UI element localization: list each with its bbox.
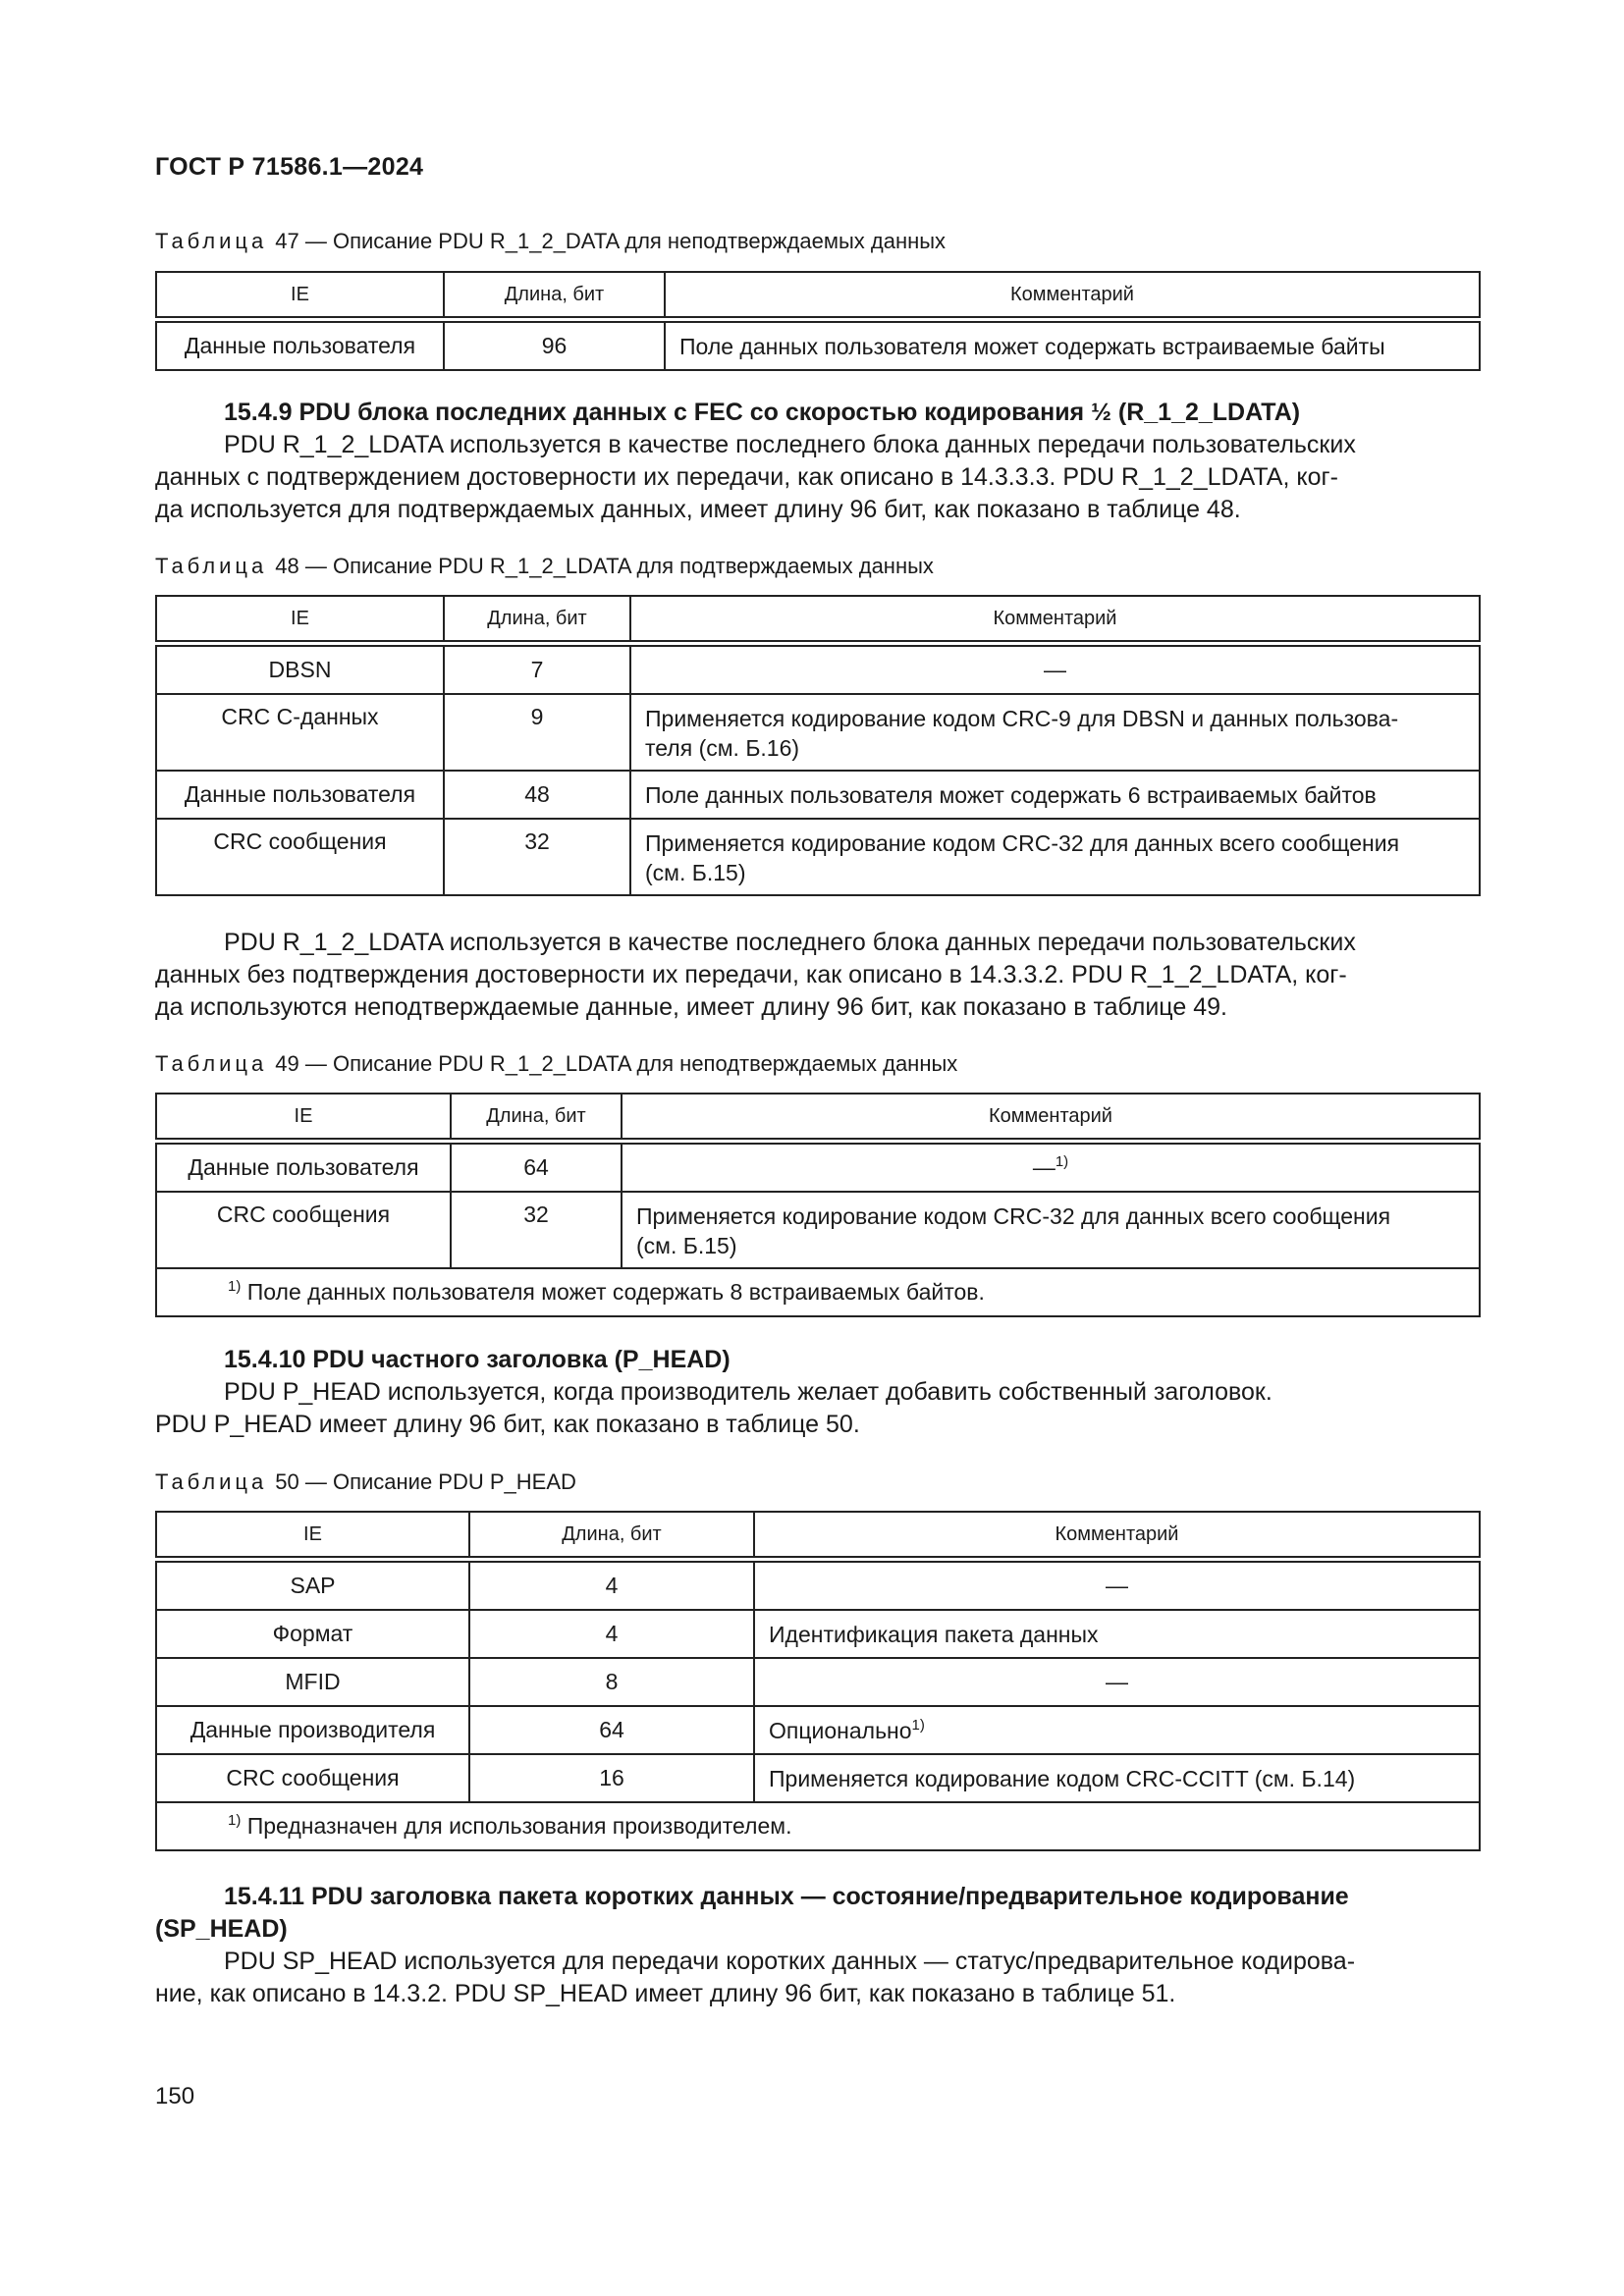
table-49-caption	[155, 1051, 957, 1077]
table-row	[156, 1142, 1480, 1193]
caption-text: 50 — Описание PDU P_HEAD	[275, 1469, 576, 1494]
cell-text: Опционально	[769, 1717, 912, 1743]
table-50	[155, 1511, 1481, 1851]
table-cell: Поле данных пользователя может содержать 6 встраиваемых байтов	[630, 771, 1480, 819]
table-cell: CRC сообщения	[156, 819, 444, 895]
table-50-caption	[155, 1469, 576, 1495]
table-cell: SAP	[156, 1560, 469, 1611]
table-cell: Применяется кодирование кодом CRC-9 для DBSN и данных пользова- теля (см. Б.16)	[630, 694, 1480, 771]
cell-text: —	[1032, 1154, 1056, 1180]
column-header: Комментарий	[622, 1094, 1480, 1142]
table-cell: —	[754, 1560, 1480, 1611]
table-row	[156, 771, 1480, 819]
table-49	[155, 1093, 1481, 1317]
paragraph-line: PDU R_1_2_LDATA используется в качестве последнего блока данных передачи пользовательских	[224, 431, 1356, 458]
column-header: IE	[156, 1094, 451, 1142]
footnote-mark: 1)	[228, 1278, 242, 1295]
paragraph	[155, 1946, 1481, 2010]
table-footnote	[156, 1802, 1480, 1850]
table-cell: 16	[469, 1754, 754, 1802]
paragraph-line: PDU R_1_2_LDATA используется в качестве последнего блока данных передачи пользовательских	[224, 929, 1356, 956]
column-header: Длина, бит	[444, 272, 665, 320]
table-47-caption	[155, 229, 946, 254]
footnote-ref: 1)	[911, 1716, 925, 1734]
footnote-mark: 1)	[228, 1812, 242, 1829]
table-row	[156, 644, 1480, 695]
table-row	[156, 1658, 1480, 1706]
table-cell: Применяется кодирование кодом CRC-CCITT (см. Б.14)	[754, 1754, 1480, 1802]
table-cell: Применяется кодирование кодом CRC-32 для данных всего сообщения (см. Б.15)	[622, 1192, 1480, 1268]
table-cell: 4	[469, 1560, 754, 1611]
table-cell: MFID	[156, 1658, 469, 1706]
footnote-ref: 1)	[1055, 1153, 1069, 1170]
section-heading-text: 15.4.9 PDU блока последних данных с FEC со скоростью кодирования ½ (R_1_2_LDATA)	[224, 399, 1301, 426]
table-header-row	[156, 272, 1480, 320]
table-cell: Данные пользователя	[156, 320, 444, 371]
paragraph	[155, 429, 1481, 526]
page-number: 150	[155, 2083, 195, 2109]
table-cell: Применяется кодирование кодом CRC-32 для данных всего сообщения (см. Б.15)	[630, 819, 1480, 895]
table-cell	[754, 1706, 1480, 1754]
table-cell: Поле данных пользователя может содержать встраиваемые байты	[665, 320, 1480, 371]
table-47	[155, 271, 1481, 371]
table-row	[156, 819, 1480, 895]
caption-word: Таблица	[155, 229, 268, 253]
table-cell: Данные пользователя	[156, 771, 444, 819]
table-row	[156, 1560, 1480, 1611]
table-cell: Идентификация пакета данных	[754, 1610, 1480, 1658]
column-header: Длина, бит	[444, 596, 630, 644]
paragraph-line: PDU P_HEAD используется, когда производитель желает добавить собственный заголовок.	[224, 1378, 1272, 1406]
table-cell: Формат	[156, 1610, 469, 1658]
table-footnote-row	[156, 1268, 1480, 1316]
table-row	[156, 1754, 1480, 1802]
table-row	[156, 320, 1480, 371]
table-row	[156, 694, 1480, 771]
table-row	[156, 1610, 1480, 1658]
table-cell: 32	[444, 819, 630, 895]
section-heading	[155, 1881, 1481, 1946]
table-cell: DBSN	[156, 644, 444, 695]
table-48	[155, 595, 1481, 896]
paragraph-line: да используются неподтверждаемые данные, имеет длину 96 бит, как показано в таблице 49.	[155, 993, 1227, 1021]
table-cell: 4	[469, 1610, 754, 1658]
caption-word: Таблица	[155, 1469, 268, 1494]
caption-text: 48 — Описание PDU R_1_2_LDATA для подтверждаемых данных	[275, 554, 934, 578]
column-header: Длина, бит	[469, 1512, 754, 1560]
section-heading	[155, 1344, 1481, 1376]
table-cell: 64	[451, 1142, 622, 1193]
table-cell: 32	[451, 1192, 622, 1268]
table-cell: —	[754, 1658, 1480, 1706]
column-header: Комментарий	[754, 1512, 1480, 1560]
table-header-row	[156, 1094, 1480, 1142]
table-cell: 64	[469, 1706, 754, 1754]
caption-text: 49 — Описание PDU R_1_2_LDATA для неподтверждаемых данных	[275, 1051, 958, 1076]
column-header: Комментарий	[630, 596, 1480, 644]
section-heading-text: 15.4.11 PDU заголовка пакета коротких данных — состояние/предварительное кодирование	[224, 1883, 1349, 1910]
column-header: IE	[156, 272, 444, 320]
table-cell: 48	[444, 771, 630, 819]
section-heading-text: (SP_HEAD)	[155, 1915, 288, 1943]
paragraph-line: да используется для подтверждаемых данных, имеет длину 96 бит, как показано в таблице 48.	[155, 496, 1241, 523]
table-cell: CRC С-данных	[156, 694, 444, 771]
caption-text: 47 — Описание PDU R_1_2_DATA для неподтверждаемых данных	[275, 229, 947, 253]
table-footnote	[156, 1268, 1480, 1316]
table-cell: 96	[444, 320, 665, 371]
column-header: IE	[156, 596, 444, 644]
paragraph	[155, 927, 1481, 1024]
table-cell: —	[630, 644, 1480, 695]
table-48-caption	[155, 554, 934, 579]
document-id: ГОСТ Р 71586.1—2024	[155, 153, 424, 181]
table-cell: 9	[444, 694, 630, 771]
table-footnote-row	[156, 1802, 1480, 1850]
table-cell	[622, 1142, 1480, 1193]
table-cell: Данные производителя	[156, 1706, 469, 1754]
footnote-text: Поле данных пользователя может содержать 8 встраиваемых байтов.	[246, 1279, 985, 1305]
column-header: Комментарий	[665, 272, 1480, 320]
section-heading-text: 15.4.10 PDU частного заголовка (P_HEAD)	[224, 1346, 731, 1373]
footnote-text: Предназначен для использования производителем.	[246, 1813, 792, 1839]
paragraph-line: данных с подтверждением достоверности их передачи, как описано в 14.3.3.3. PDU R_1_2_LDATA, ког-	[155, 463, 1338, 491]
section-heading	[155, 397, 1481, 429]
caption-word: Таблица	[155, 554, 268, 578]
table-cell: 7	[444, 644, 630, 695]
table-cell: CRC сообщения	[156, 1754, 469, 1802]
table-cell: CRC сообщения	[156, 1192, 451, 1268]
column-header: Длина, бит	[451, 1094, 622, 1142]
table-row	[156, 1192, 1480, 1268]
table-row	[156, 1706, 1480, 1754]
table-cell: Данные пользователя	[156, 1142, 451, 1193]
column-header: IE	[156, 1512, 469, 1560]
paragraph-line: данных без подтверждения достоверности их передачи, как описано в 14.3.3.2. PDU R_1_2_LDATA, ког-	[155, 961, 1347, 988]
caption-word: Таблица	[155, 1051, 268, 1076]
table-cell: 8	[469, 1658, 754, 1706]
table-header-row	[156, 596, 1480, 644]
paragraph-line: PDU SP_HEAD используется для передачи коротких данных — статус/предварительное кодирова-	[224, 1948, 1356, 1975]
paragraph-line: PDU P_HEAD имеет длину 96 бит, как показано в таблице 50.	[155, 1411, 860, 1438]
paragraph-line: ние, как описано в 14.3.2. PDU SP_HEAD имеет длину 96 бит, как показано в таблице 51.	[155, 1980, 1176, 2007]
table-header-row	[156, 1512, 1480, 1560]
paragraph	[155, 1376, 1481, 1441]
